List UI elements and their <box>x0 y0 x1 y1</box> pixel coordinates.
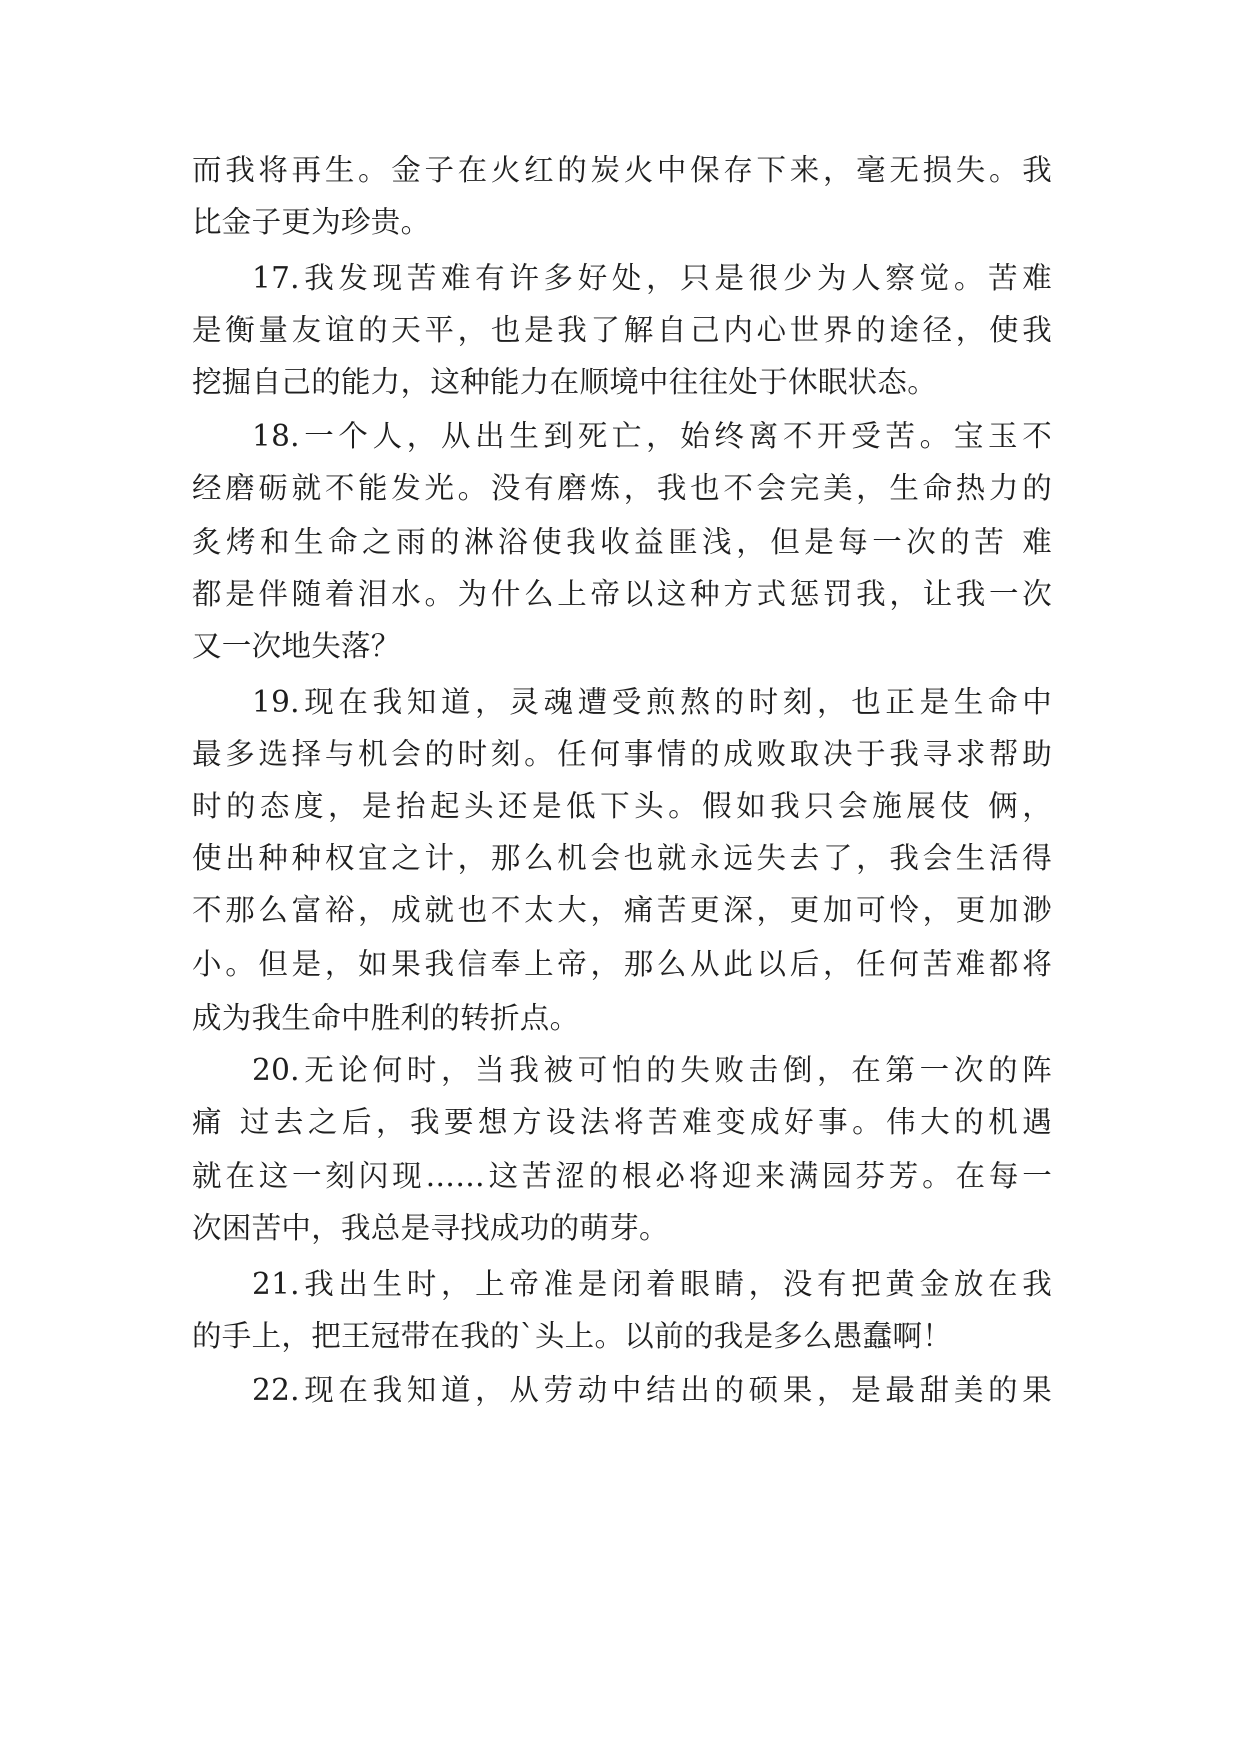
text-line: 最多选择与机会的时刻。任何事情的成败取决于我寻求帮助 <box>192 737 1052 771</box>
text-line: 经磨砺就不能发光。没有磨炼，我也不会完美，生命热力的 <box>192 471 1052 505</box>
text-line: 不那么富裕，成就也不太大，痛苦更深，更加可怜，更加渺 <box>192 893 1052 927</box>
text-line: 挖掘自己的能力，这种能力在顺境中往往处于休眠状态。 <box>192 365 938 399</box>
text-line: 就在这一刻闪现……这苦涩的根必将迎来满园芬芳。在每一 <box>192 1159 1052 1193</box>
text-line: 都是伴随着泪水。为什么上帝以这种方式惩罚我，让我一次 <box>192 577 1052 611</box>
text-line: 痛 过去之后，我要想方设法将苦难变成好事。伟大的机遇 <box>192 1105 1052 1139</box>
paragraph-21-first-line: 21.我出生时，上帝准是闭着眼睛，没有把黄金放在我 <box>252 1267 1052 1301</box>
text-line: 而我将再生。金子在火红的炭火中保存下来，毫无损失。我 <box>192 153 1052 187</box>
text-line: 时的态度，是抬起头还是低下头。假如我只会施展伎 俩， <box>192 789 1052 823</box>
text-line: 比金子更为珍贵。 <box>192 205 431 239</box>
text-line: 次困苦中，我总是寻找成功的萌芽。 <box>192 1211 669 1245</box>
text-line: 的手上，把王冠带在我的`头上。以前的我是多么愚蠢啊！ <box>192 1319 953 1353</box>
paragraph-20-first-line: 20.无论何时，当我被可怕的失败击倒，在第一次的阵 <box>252 1053 1052 1087</box>
text-line: 小。但是，如果我信奉上帝，那么从此以后，任何苦难都将 <box>192 947 1052 981</box>
text-line: 使出种种权宜之计，那么机会也就永远失去了，我会生活得 <box>192 841 1052 875</box>
text-line: 炙烤和生命之雨的淋浴使我收益匪浅，但是每一次的苦 难 <box>192 525 1052 559</box>
text-line: 是衡量友谊的天平，也是我了解自己内心世界的途径，使我 <box>192 313 1052 347</box>
paragraph-17-first-line: 17.我发现苦难有许多好处，只是很少为人察觉。苦难 <box>252 261 1052 295</box>
paragraph-19-first-line: 19.现在我知道，灵魂遭受煎熬的时刻，也正是生命中 <box>252 685 1052 719</box>
text-line: 成为我生命中胜利的转折点。 <box>192 1001 580 1035</box>
paragraph-18-first-line: 18.一个人，从出生到死亡，始终离不开受苦。宝玉不 <box>252 419 1052 453</box>
text-line: 又一次地失落？ <box>192 629 401 663</box>
paragraph-22-first-line: 22.现在我知道，从劳动中结出的硕果，是最甜美的果 <box>252 1373 1052 1407</box>
